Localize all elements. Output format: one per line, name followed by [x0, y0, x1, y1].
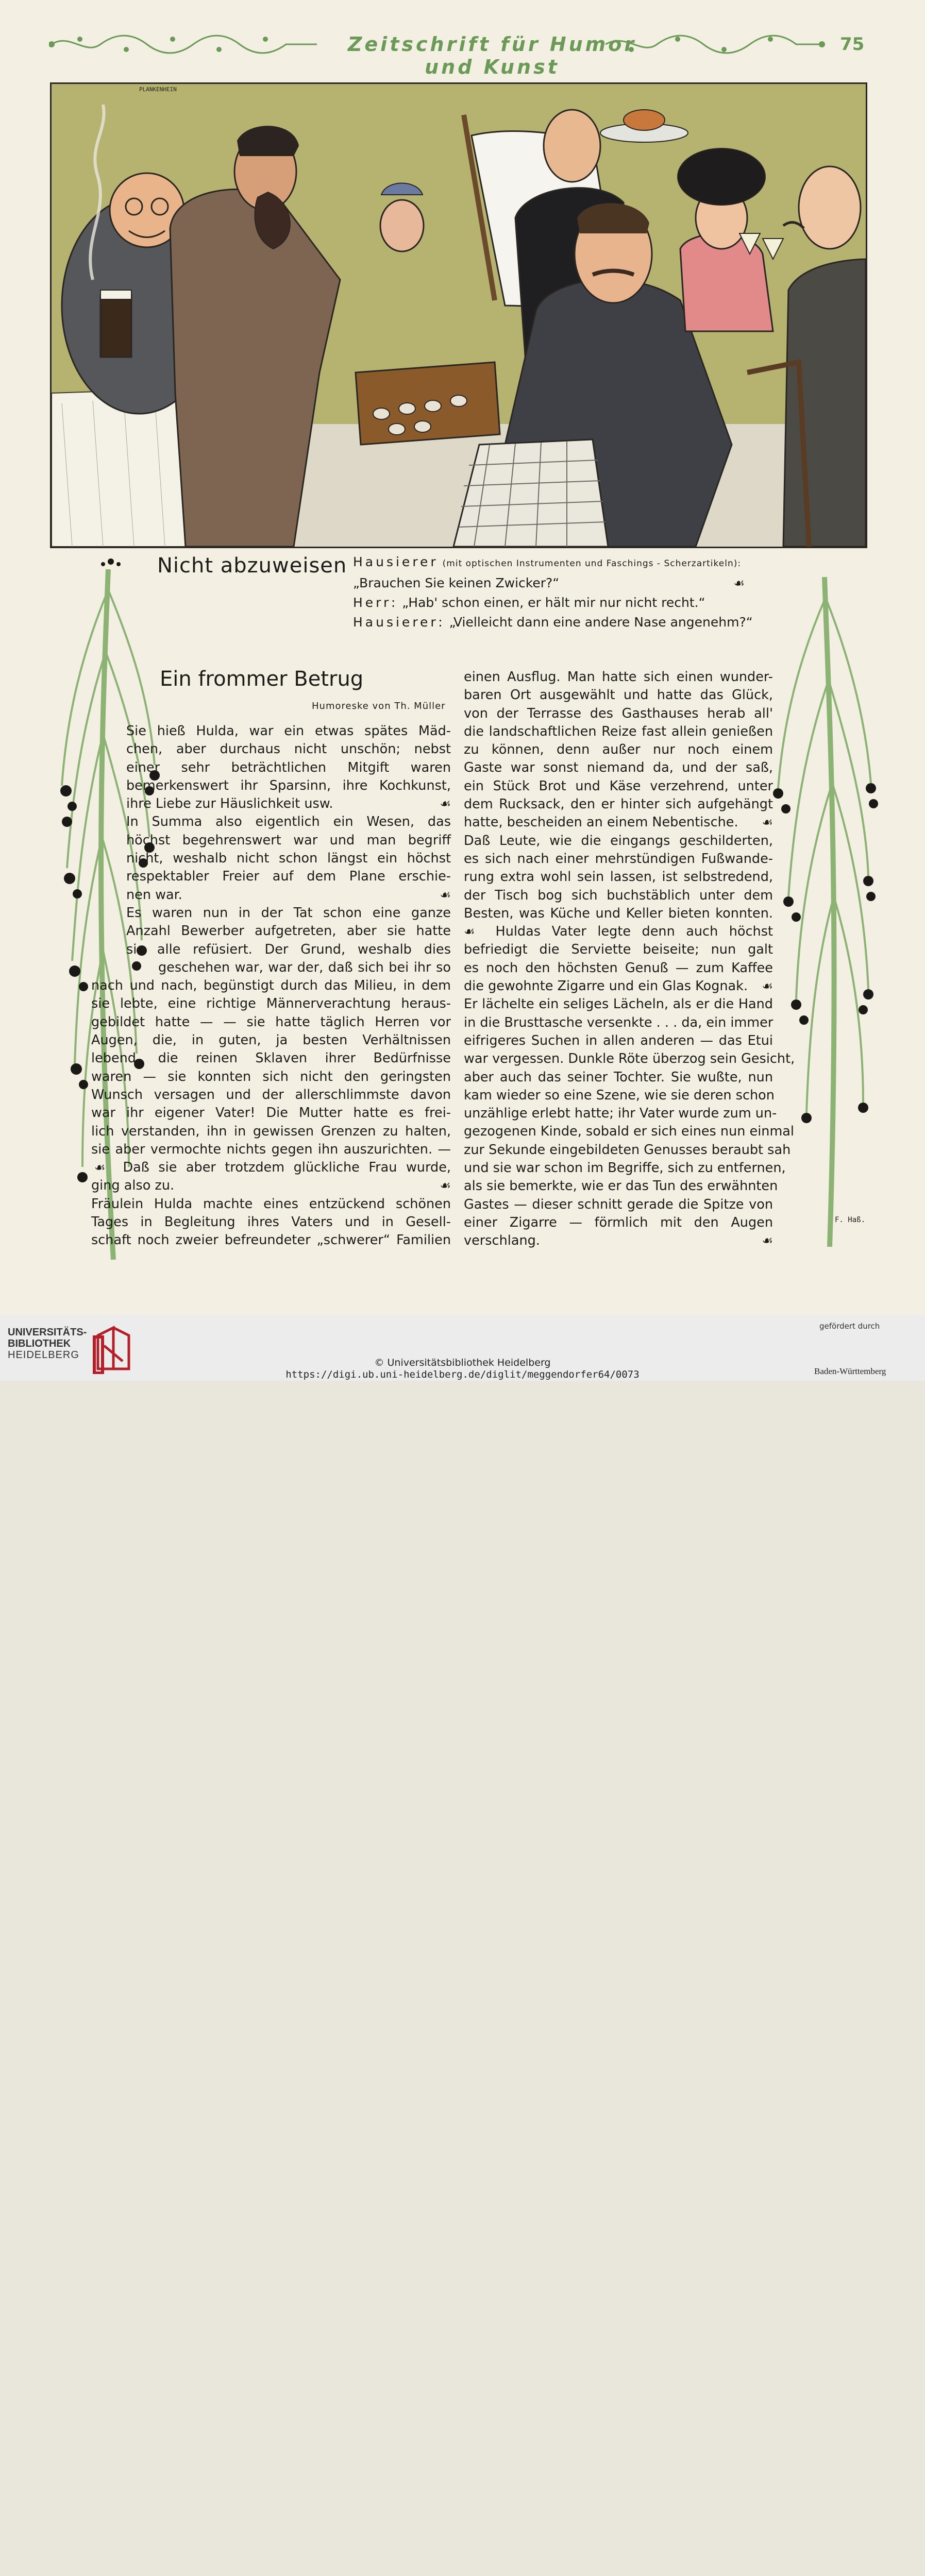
text-line: Wunsch versagen und der allerschlimmste davon: [91, 1087, 451, 1103]
text-line: die landschaftlichen Reize fast allein genießen: [464, 723, 773, 739]
text-line: lebend, die reinen Sklaven ihrer Bedürfnisse: [91, 1050, 451, 1066]
library-name: UNIVERSITÄTS- BIBLIOTHEK HEIDELBERG: [8, 1327, 87, 1361]
text-line: respektabler Freier auf dem Plane erschie-: [126, 869, 451, 885]
page-header: [49, 30, 873, 78]
text-line: nicht, weshalb nicht schon längst ein höchst: [126, 851, 451, 867]
section-mark-icon: ☙: [440, 887, 451, 902]
text-line: befriedigt die Serviette beiseite; nun galt: [464, 942, 773, 958]
text-line: Es waren nun in der Tat schon eine ganze: [126, 905, 451, 921]
dialogue-text: „Brauchen Sie keinen Zwicker?“: [353, 575, 560, 590]
cartoon-dialogue: [353, 552, 753, 632]
section-mark-icon: ☙: [464, 924, 475, 939]
text-line: nen war. ☙: [126, 886, 451, 904]
text-line: zu können, denn außer nur noch einem: [464, 742, 773, 758]
text-line: unzählige erlebt hatte; ihr Vater wurde zum un-: [464, 1106, 777, 1122]
text-line: ☙ Daß sie aber trotzdem glückliche Frau wurde,: [94, 1160, 451, 1176]
speaker-label: Hausierer:: [353, 615, 445, 630]
text-line: es noch den höchsten Genuß — zum Kaffee: [464, 960, 773, 976]
cartoon-caption-title: Nicht abzuweisen: [157, 554, 347, 578]
text-line: sie lebte, eine richtige Männerverachtung heraus-: [91, 996, 451, 1012]
stage-direction: (mit optischen Instrumenten und Faschings - Scherzartikeln):: [442, 558, 742, 569]
section-mark-icon: ☙: [440, 796, 451, 811]
text-line: Besten, was Küche und Keller bieten konnten.: [464, 905, 773, 921]
text-line: ihre Liebe zur Häuslichkeit usw. ☙: [126, 795, 451, 813]
text-line: Sie hieß Hulda, war ein etwas spätes Mäd-: [126, 723, 451, 739]
text-line: verschlang. ☙: [464, 1232, 773, 1250]
text-line: sie aber vermochte nichts gegen ihn auszurichten. —: [91, 1141, 451, 1157]
text-line: höchst begehrenswert war und man begriff: [126, 832, 451, 848]
text-line: schaft noch zweier befreundeter „schwerer“ Familien: [91, 1232, 451, 1248]
text-line: Gastes — dieser schnitt gerade die Spitze von: [464, 1196, 773, 1212]
illustrator-signature: PLANKENHEIN: [139, 86, 177, 93]
text-line: kam wieder so eine Szene, wie sie deren schon: [464, 1087, 775, 1103]
text-line: Augen, die, in guten, ja besten Verhältnissen: [91, 1032, 451, 1048]
text-line: ging also zu. ☙: [91, 1177, 451, 1195]
copyright-notice: © Universitätsbibliothek Heidelberg: [374, 1357, 551, 1368]
page-number: 75: [840, 34, 865, 55]
speaker-label: Herr:: [353, 595, 398, 610]
text-line: war vergessen. Dunkle Röte überzog sein Gesicht,: [464, 1051, 795, 1067]
text-line: sie alle refüsiert. Der Grund, weshalb dies: [126, 941, 451, 957]
funder-name: Baden-Württemberg: [814, 1366, 886, 1376]
text-line: es sich nach einer mehrstündigen Fußwande-: [464, 851, 773, 867]
text-line: einer Zigarre — förmlich mit den Augen: [464, 1214, 773, 1230]
text-line: ein Stück Brot und Käse verzehrend, unter: [464, 778, 773, 794]
section-mark-icon: ☙: [94, 1160, 106, 1175]
dialogue-text: „Vielleicht dann eine andere Nase angenehm?“: [449, 615, 753, 630]
text-line: Gaste war sonst niemand da, und der saß,: [464, 760, 773, 776]
text-line: von der Terrasse des Gasthauses herab all': [464, 705, 773, 721]
text-line: in die Brusttasche versenkte . . . da, ein immer: [464, 1014, 773, 1030]
dialogue-text: „Hab' schon einen, er hält mir nur nicht recht.“: [402, 595, 705, 610]
text-line: war ihr eigener Vater! Die Mutter hatte es frei-: [91, 1105, 451, 1121]
text-line: Er lächelte ein seliges Lächeln, als er die Hand: [464, 996, 773, 1012]
text-line: die gewohnte Zigarre und ein Glas Kognak. ☙: [464, 977, 773, 995]
text-line: geschehen war, war der, daß sich bei ihr so: [158, 959, 451, 975]
text-line: zur Sekunde eingebildeten Genusses beraubt sah: [464, 1142, 791, 1158]
ornament-signature: F. Haß.: [835, 1216, 866, 1224]
text-line: und sie war schon im Begriffe, sich zu entfernen,: [464, 1160, 786, 1176]
funding-label: gefördert durch: [819, 1321, 880, 1331]
text-line: der Tisch bog sich buchstäblich unter dem: [464, 887, 773, 903]
dialogue-line: [353, 552, 745, 573]
article-byline: Humoreske von Th. Müller: [312, 701, 446, 711]
text-line: einer sehr beträchtlichen Mitgift waren: [126, 759, 451, 775]
text-line: Fräulein Hulda machte eines entzückend schönen: [91, 1196, 451, 1212]
text-line: bemerkenswert ihr Sparsinn, ihre Kochkunst,: [126, 777, 451, 793]
text-line: gezogenen Kinde, sobald er sich eines nun einmal: [464, 1124, 795, 1140]
article-left-column: [91, 722, 451, 1250]
text-line: als sie bemerkte, wie er das Tun des erwähnten: [464, 1178, 778, 1194]
section-mark-icon: ☙: [762, 815, 773, 830]
text-line: hatte, bescheiden an einem Nebentische. ☙: [464, 814, 773, 832]
article-right-column: [464, 668, 795, 1250]
cartoon-illustration: [50, 82, 867, 548]
restaurant-scene-drawing: [52, 84, 866, 547]
text-line: nach und nach, begünstigt durch das Milieu, in dem: [91, 978, 451, 994]
permalink-url[interactable]: https://digi.ub.uni-heidelberg.de/diglit/meggendorfer64/0073: [285, 1369, 640, 1380]
text-line: einen Ausflug. Man hatte sich einen wunder-: [464, 669, 773, 685]
text-line: dem Rucksack, den er hinter sich aufgehängt: [464, 796, 773, 812]
text-line: Daß Leute, wie die eingangs geschilderten,: [464, 833, 773, 849]
section-mark-icon: ☙: [733, 576, 745, 590]
section-mark-icon: ☙: [762, 1233, 773, 1248]
text-line: lich verstanden, ihn in gewissen Grenzen zu halten,: [91, 1123, 451, 1139]
text-line: ☙ Huldas Vater legte denn auch höchst: [464, 924, 773, 940]
speaker-label: Hausierer: [353, 554, 439, 569]
dialogue-line: [353, 613, 753, 632]
text-line: aber auch das seiner Tochter. Sie wußte, nun: [464, 1069, 773, 1085]
text-line: rung extra wohl sein lassen, ist selbstredend,: [464, 869, 773, 885]
section-mark-icon: ☙: [440, 1178, 451, 1193]
text-line: waren — sie konnten sich nicht den geringsten: [91, 1069, 451, 1084]
text-line: gebildet hatte — — sie hatte täglich Herren vor: [91, 1014, 451, 1030]
section-mark-icon: ☙: [762, 979, 773, 994]
text-line: baren Ort ausgewählt und hatte das Glück,: [464, 687, 773, 703]
article-title: Ein frommer Betrug: [160, 667, 364, 691]
text-line: In Summa also eigentlich ein Wesen, das: [126, 814, 451, 830]
text-line: Anzahl Bewerber aufgetreten, aber sie hatte: [126, 923, 451, 939]
text-line: chen, aber durchaus nicht unschön; nebst: [126, 741, 451, 757]
dialogue-line: [353, 573, 745, 593]
text-line: Tages in Begleitung ihres Vaters und in Gesell-: [91, 1214, 451, 1230]
text-line: eifrigeres Suchen in allen anderen — das Etui: [464, 1032, 773, 1048]
magazine-title: Zeitschrift für Humor und Kunst: [347, 33, 637, 78]
dialogue-line: [353, 593, 745, 613]
